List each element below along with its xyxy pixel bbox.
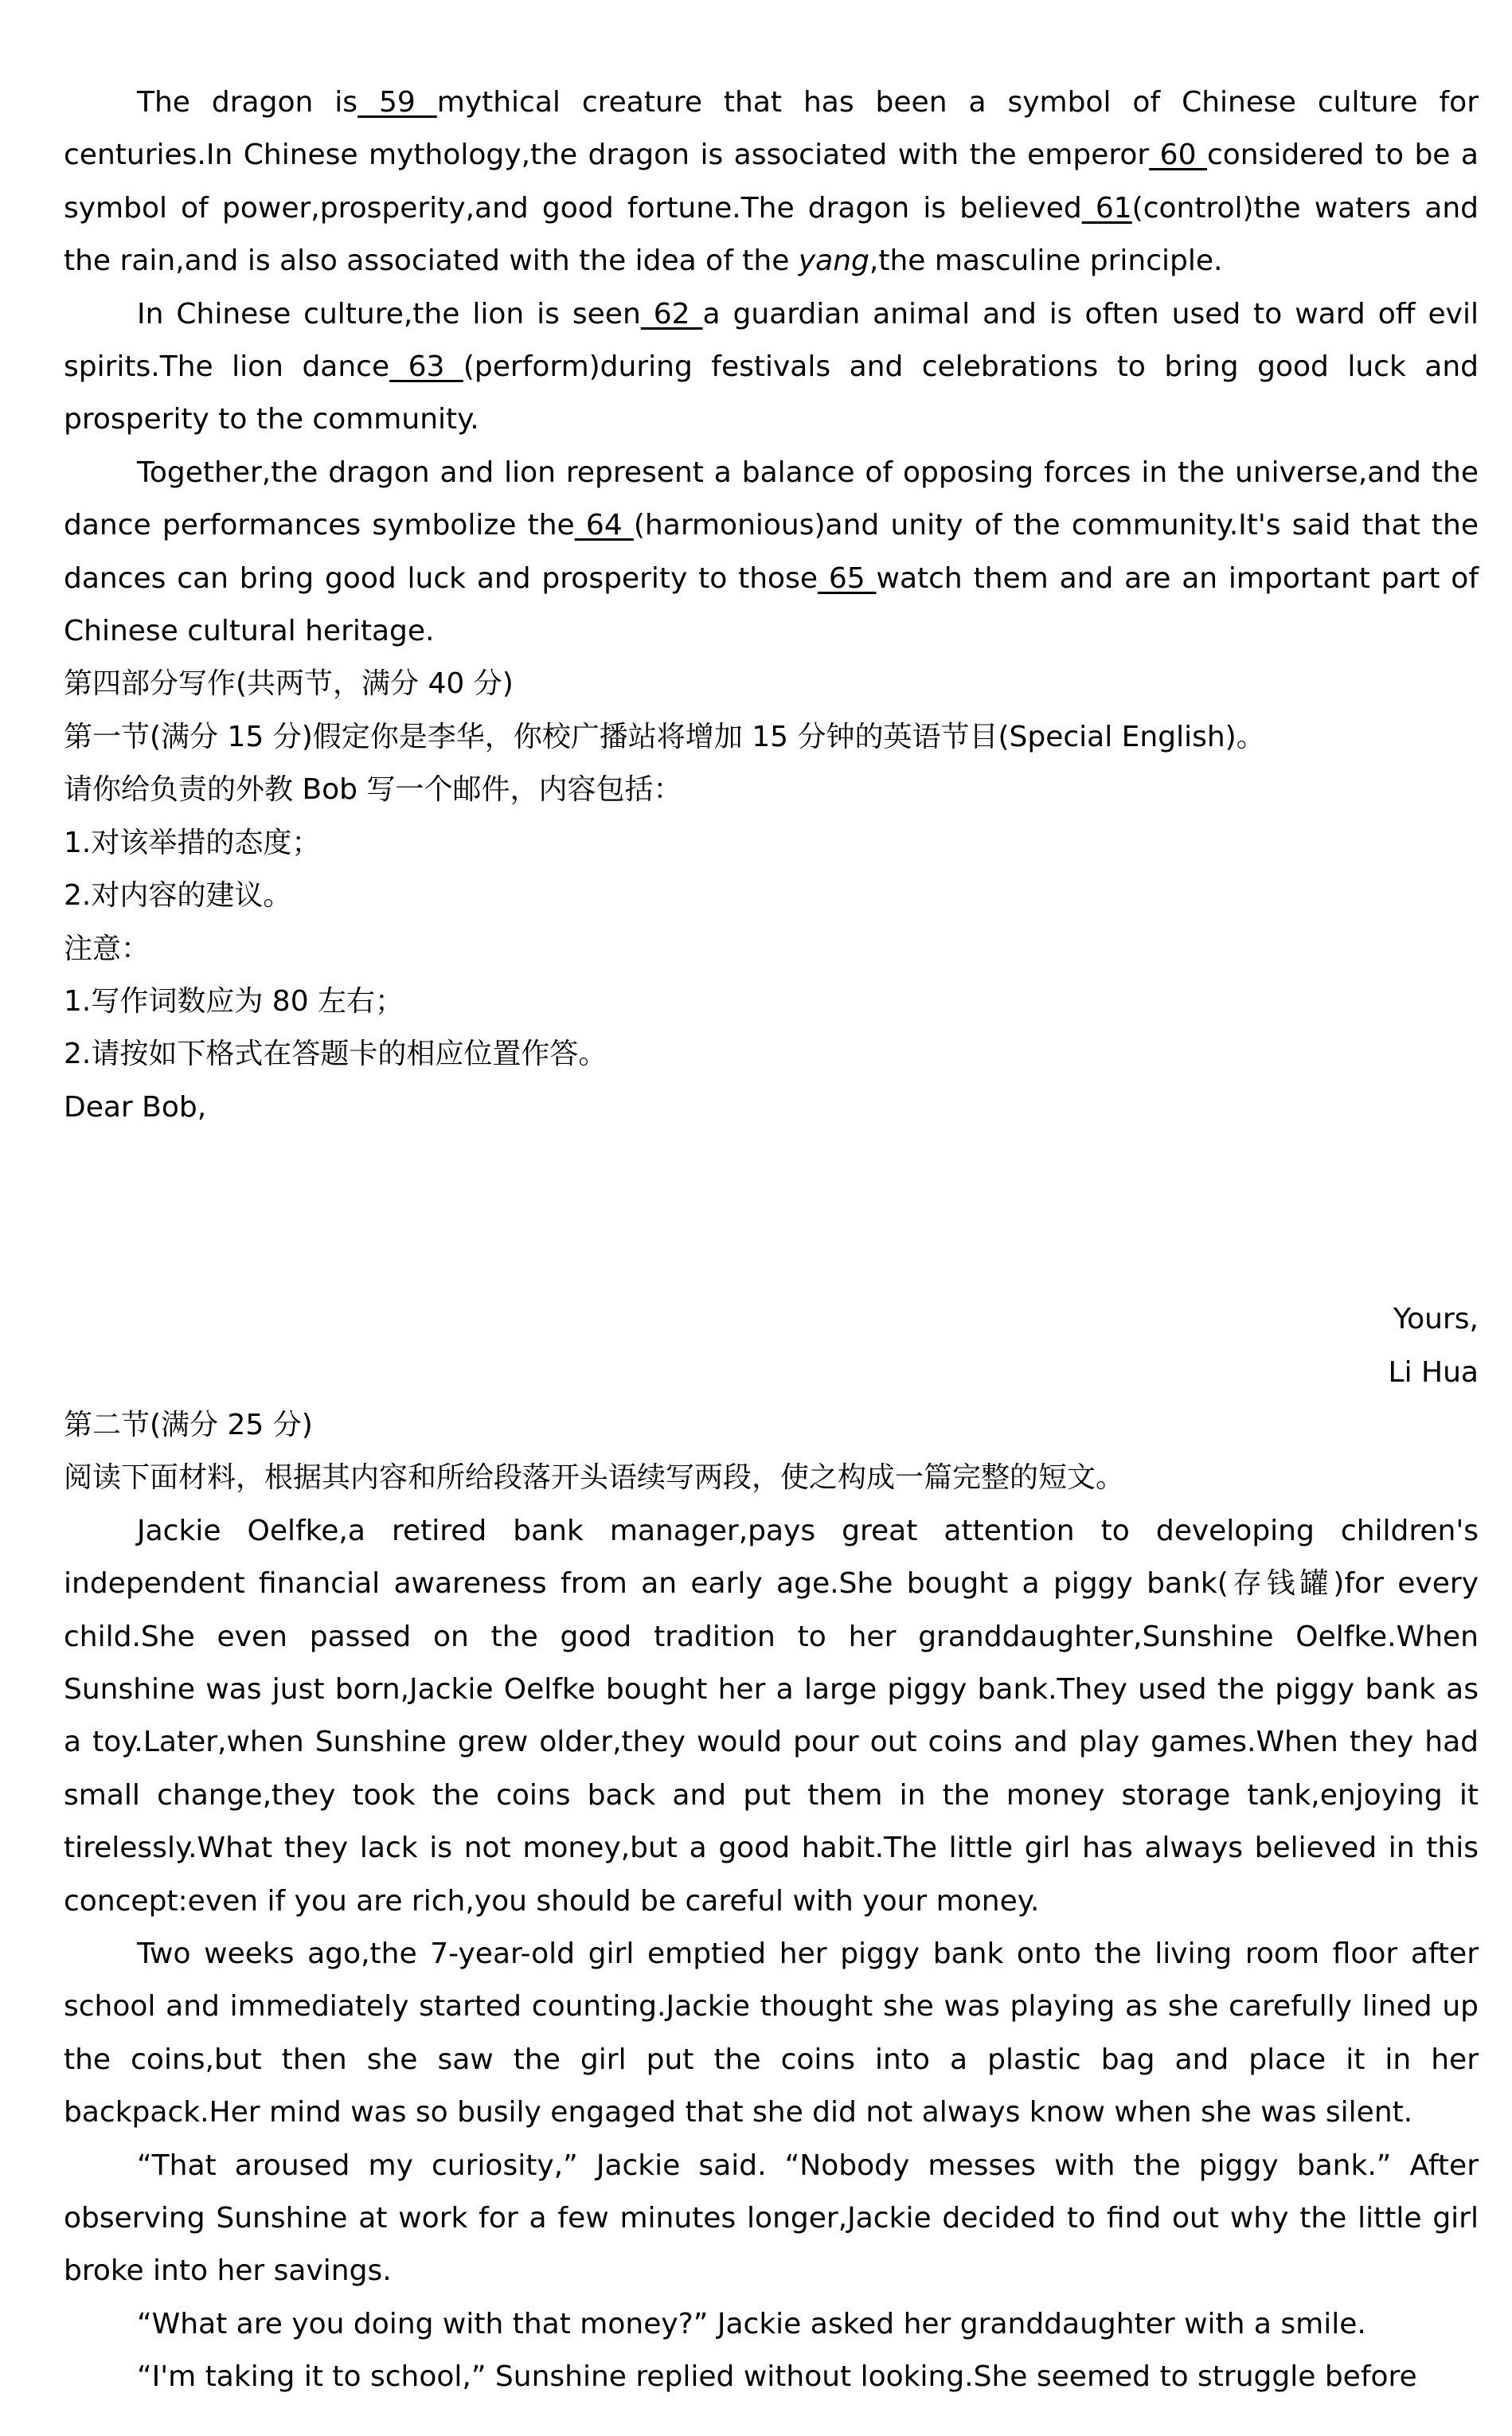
text-run: In Chinese culture,the lion is seen xyxy=(137,297,641,330)
part4-heading: 第四部分写作(共两节，满分 40 分) xyxy=(64,667,514,701)
exam-page xyxy=(64,76,1479,2404)
blank-65: 65 xyxy=(818,561,877,595)
text-run: The dragon is xyxy=(137,86,358,119)
story-paragraph-1: Jackie Oelfke,a retired bank manager,pays great attention to developing children's independent financial awareness from an early age.She bought a piggy bank(存钱罐)for every child.She even passed on the good tradition to her granddaughter,Sunshine Oelfke.When Sunshine was just born,Jackie Oelfke bought her a large piggy bank.They used the piggy bank as a toy.Later,when Sunshine grew older,they would pour out coins and play games.When they had small change,they took the coins back and put them in the money storage tank,enjoying it tirelessly.What they lack is not money,but a good habit.The little girl has always believed in this concept:even if you are rich,you should be careful with your money. xyxy=(64,1514,1479,1918)
note-1: 1.写作词数应为 80 左右； xyxy=(64,984,404,1018)
letter-closing: Yours, xyxy=(1393,1303,1479,1336)
text-run: ,the masculine principle. xyxy=(869,244,1223,278)
text-run: (control)the waters and the rain,and is also associated with the idea of the xyxy=(64,191,1479,278)
blank-60: 60 xyxy=(1149,139,1207,172)
blank-61: 61 xyxy=(1081,191,1132,225)
text-run: considered to be a symbol of power,prosperity,and good fortune.The dragon is believed xyxy=(64,139,1479,225)
text-run: (harmonious)and unity of the community.It's said that the dances can bring good luck and prosperity to those xyxy=(64,509,1479,595)
grammar-paragraph-3 xyxy=(64,447,1479,659)
text-run: Together,the dragon and lion represent a balance of opposing forces in the universe,and the dance performances symbolize the xyxy=(64,456,1479,542)
story-paragraph-2: Two weeks ago,the 7-year-old girl emptied her piggy bank onto the living room floor after school and immediately started counting.Jackie thought she was playing as she carefully lined up the coins,but then she saw the girl put the coins into a plastic bag and place it in her backpack.Her mind was so busily engaged that she did not always know when she was silent. xyxy=(64,1937,1479,2129)
blank-62: 62 xyxy=(640,297,703,330)
text-run: watch them and are an important part of Chinese cultural heritage. xyxy=(64,561,1479,648)
blank-63: 63 xyxy=(389,350,463,384)
blank-59: 59 xyxy=(357,86,437,119)
story-paragraph-5: “I'm taking it to school,” Sunshine replied without looking.She seemed to struggle before xyxy=(137,2360,1417,2394)
text-run: (perform)during festivals and celebrations to bring good luck and prosperity to the community. xyxy=(64,350,1479,436)
section1-instruction-line2: 请你给负责的外教 Bob 写一个邮件，内容包括： xyxy=(64,773,682,807)
letter-salutation: Dear Bob, xyxy=(64,1090,207,1124)
section2-heading: 第二节(满分 25 分) xyxy=(64,1408,313,1441)
section1-instruction-line1: 第一节(满分 15 分)假定你是李华，你校广播站将增加 15 分钟的英语节目(Special English)。 xyxy=(64,720,1265,753)
letter-signature: Li Hua xyxy=(1388,1355,1479,1389)
italic-term: yang xyxy=(798,244,869,278)
text-run: mythical creature that has been a symbol of Chinese culture for centuries.In Chinese mythology,the dragon is associated with the emperor xyxy=(64,86,1479,172)
writing-space xyxy=(64,1134,1479,1293)
text-run: a guardian animal and is often used to ward off evil spirits.The lion dance xyxy=(64,297,1479,384)
blank-64: 64 xyxy=(574,509,634,542)
requirement-1: 1.对该举措的态度； xyxy=(64,826,321,859)
note-2: 2.请按如下格式在答题卡的相应位置作答。 xyxy=(64,1038,608,1071)
story-paragraph-3: “That aroused my curiosity,” Jackie said. “Nobody messes with the piggy bank.” After observing Sunshine at work for a few minutes longer,Jackie decided to find out why the little girl broke into her savings. xyxy=(64,2149,1479,2288)
grammar-paragraph-1 xyxy=(64,76,1479,288)
note-label: 注意： xyxy=(64,932,150,965)
grammar-paragraph-2 xyxy=(64,288,1479,447)
section2-instruction: 阅读下面材料，根据其内容和所给段落开头语续写两段，使之构成一篇完整的短文。 xyxy=(64,1461,1125,1495)
requirement-2: 2.对内容的建议。 xyxy=(64,879,292,913)
story-paragraph-4: “What are you doing with that money?” Jackie asked her granddaughter with a smile. xyxy=(137,2307,1366,2340)
